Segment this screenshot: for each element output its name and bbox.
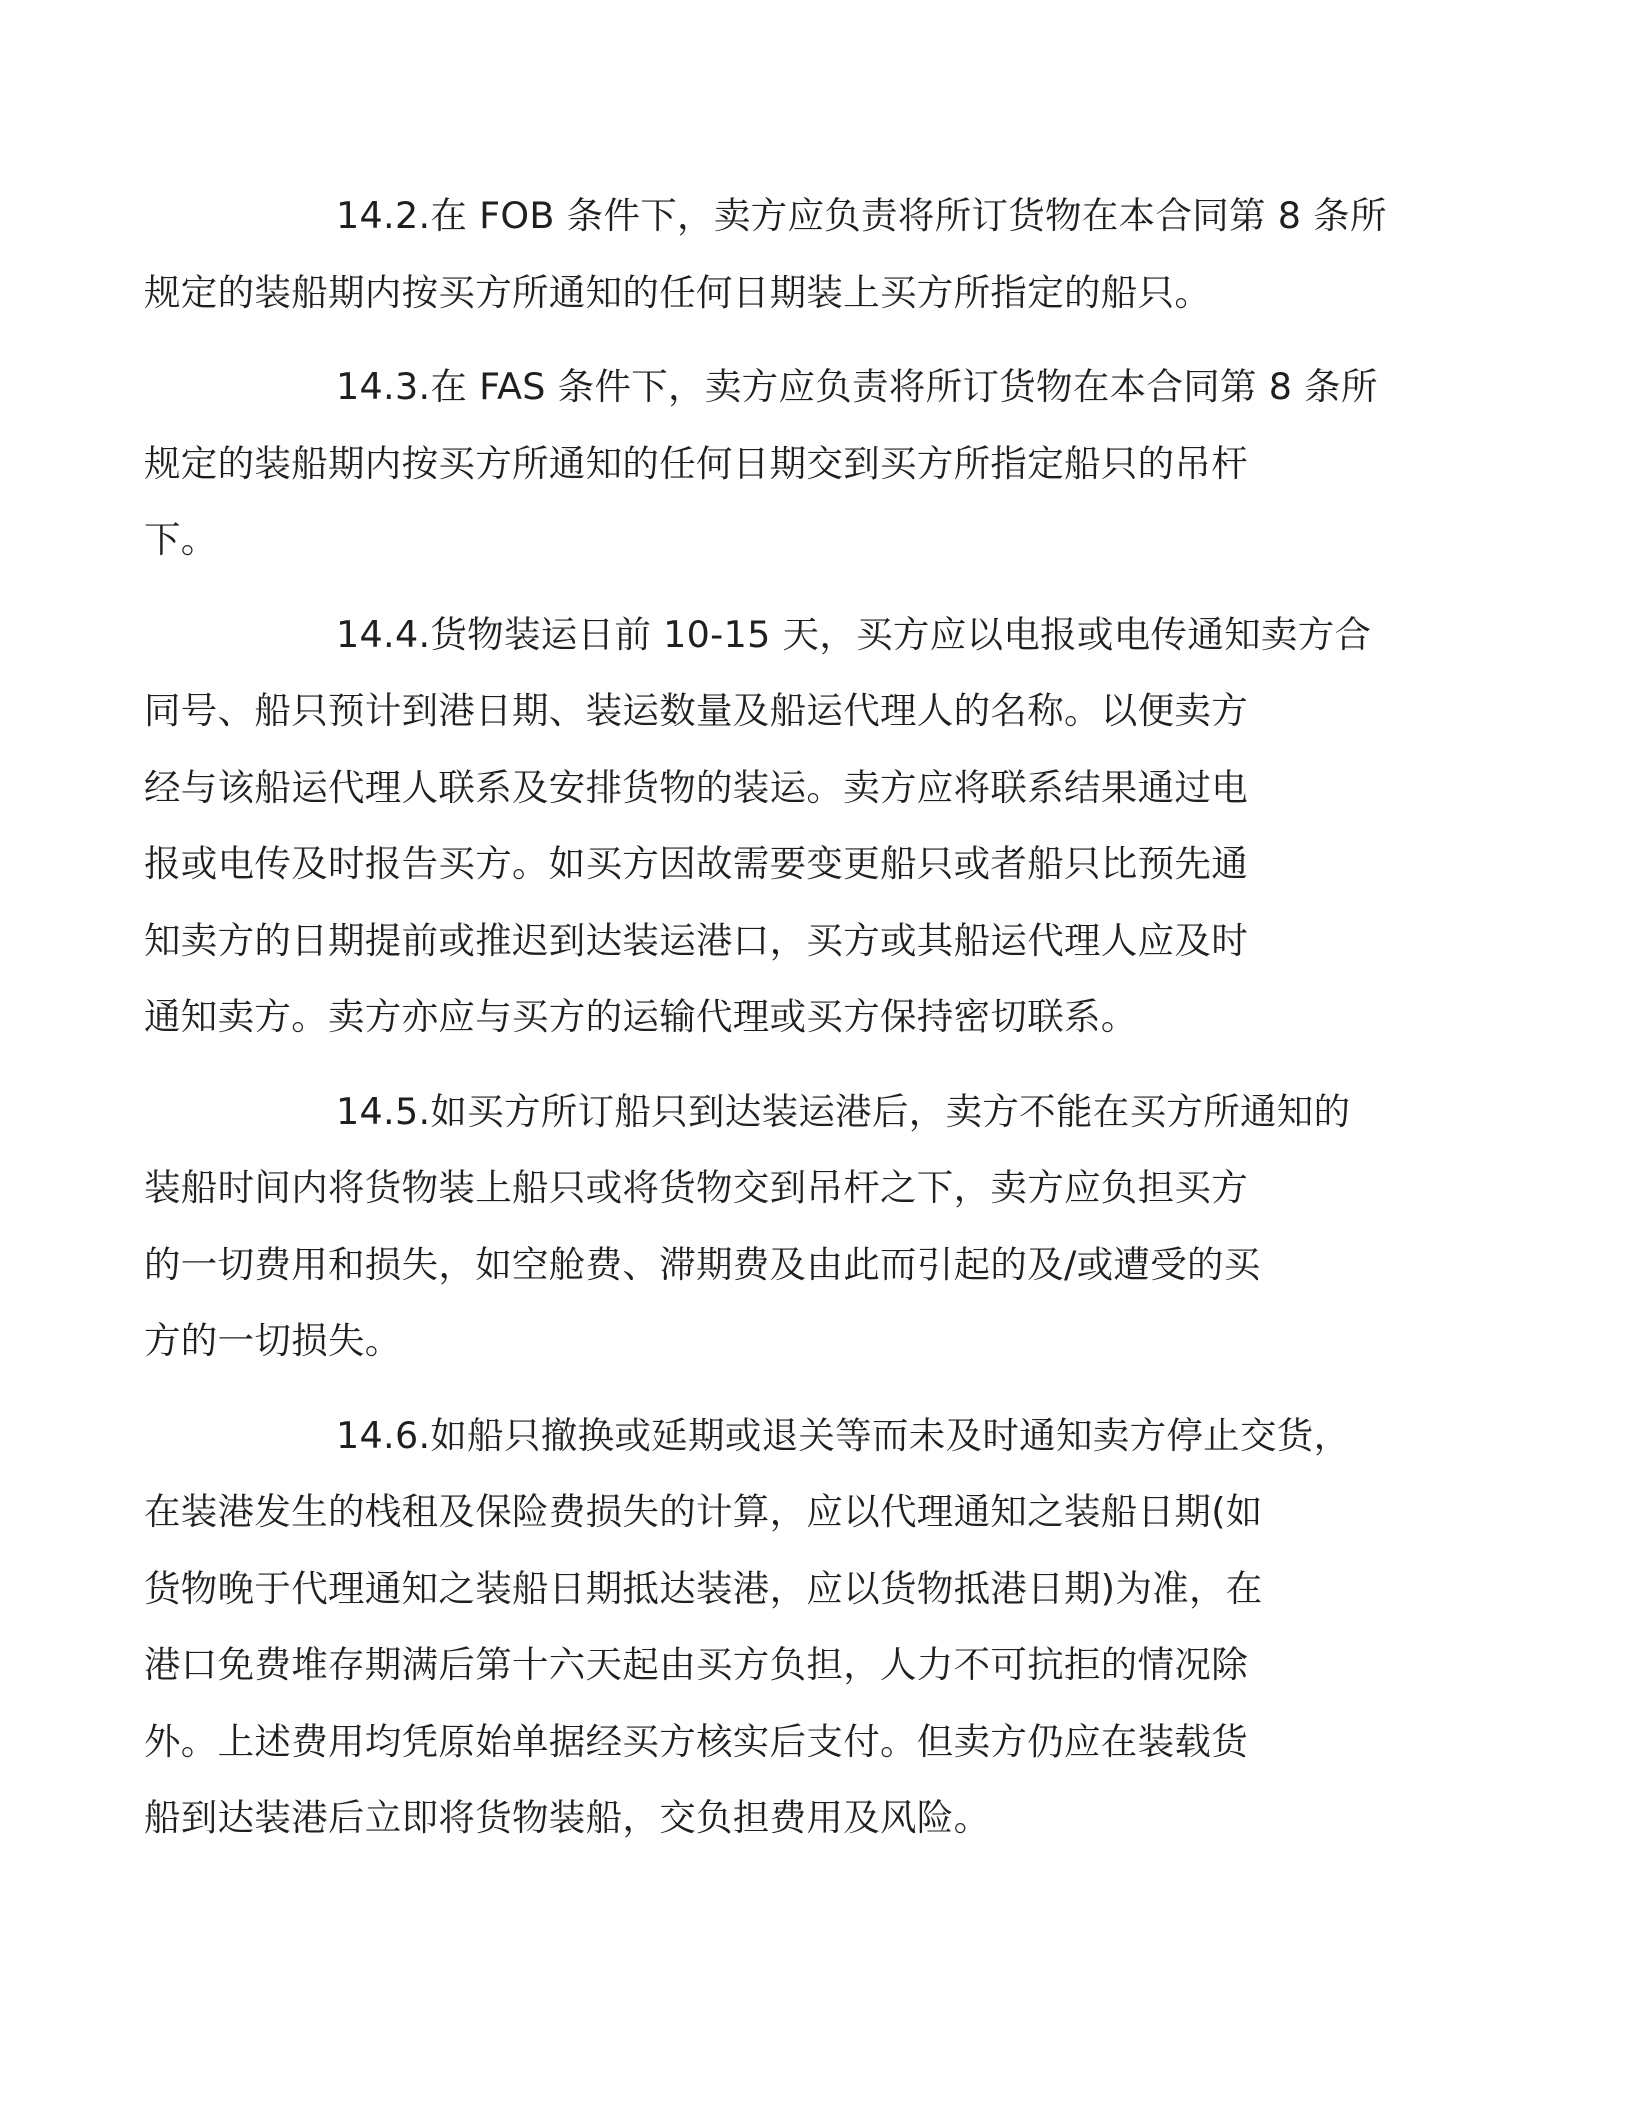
text-line: 的一切费用和损失，如空舱费、滞期费及由此而引起的及/或遭受的买 (144, 1242, 1261, 1286)
text-line: 规定的装船期内按买方所通知的任何日期装上买方所指定的船只。 (144, 270, 1212, 314)
clause-14-3 (144, 349, 1380, 579)
text-line: 装船时间内将货物装上船只或将货物交到吊杆之下，卖方应负担买方 (144, 1166, 1248, 1209)
clause-14-6 (144, 1398, 1380, 1857)
text-line: 经与该船运代理人联系及安排货物的装运。卖方应将联系结果通过电 (144, 765, 1248, 809)
clause-14-2 (144, 178, 1387, 331)
text-line: 下。 (144, 518, 218, 561)
document-page (144, 178, 1387, 1875)
clause-14-5 (144, 1074, 1380, 1380)
text-line: 外。上述费用均凭原始单据经买方核实后支付。但卖方仍应在装载货 (144, 1719, 1248, 1763)
text-line: 报或电传及时报告买方。如买方因故需要变更船只或者船只比预先通 (144, 842, 1248, 885)
text-line: 在装港发生的栈租及保险费损失的计算，应以代理通知之装船日期(如 (144, 1490, 1263, 1533)
text-line: 14.6.如船只撤换或延期或退关等而未及时通知卖方停止交货， (336, 1413, 1351, 1457)
text-line: 14.5.如买方所订船只到达装运港后，卖方不能在买方所通知的 (336, 1089, 1351, 1133)
text-line: 规定的装船期内按买方所通知的任何日期交到买方所指定船只的吊杆 (144, 441, 1248, 485)
text-line: 港口免费堆存期满后第十六天起由买方负担，人力不可抗拒的情况除 (144, 1643, 1248, 1686)
clause-14-4 (144, 597, 1380, 1056)
text-line: 14.3.在 FAS 条件下，卖方应负责将所订货物在本合同第 8 条所 (336, 365, 1378, 408)
text-line: 知卖方的日期提前或推迟到达装运港口，买方或其船运代理人应及时 (144, 918, 1248, 962)
text-line: 14.4.货物装运日前 10-15 天，买方应以电报或电传通知卖方合 (336, 612, 1372, 656)
text-line: 货物晚于代理通知之装船日期抵达装港，应以货物抵港日期)为准，在 (144, 1566, 1263, 1610)
text-line: 同号、船只预计到港日期、装运数量及船运代理人的名称。以便卖方 (144, 689, 1248, 732)
text-line: 通知卖方。卖方亦应与买方的运输代理或买方保持密切联系。 (144, 995, 1138, 1038)
text-line: 14.2.在 FOB 条件下，卖方应负责将所订货物在本合同第 8 条所 (336, 194, 1387, 237)
text-line: 方的一切损失。 (144, 1319, 402, 1362)
text-line: 船到达装港后立即将货物装船，交负担费用及风险。 (144, 1796, 991, 1839)
